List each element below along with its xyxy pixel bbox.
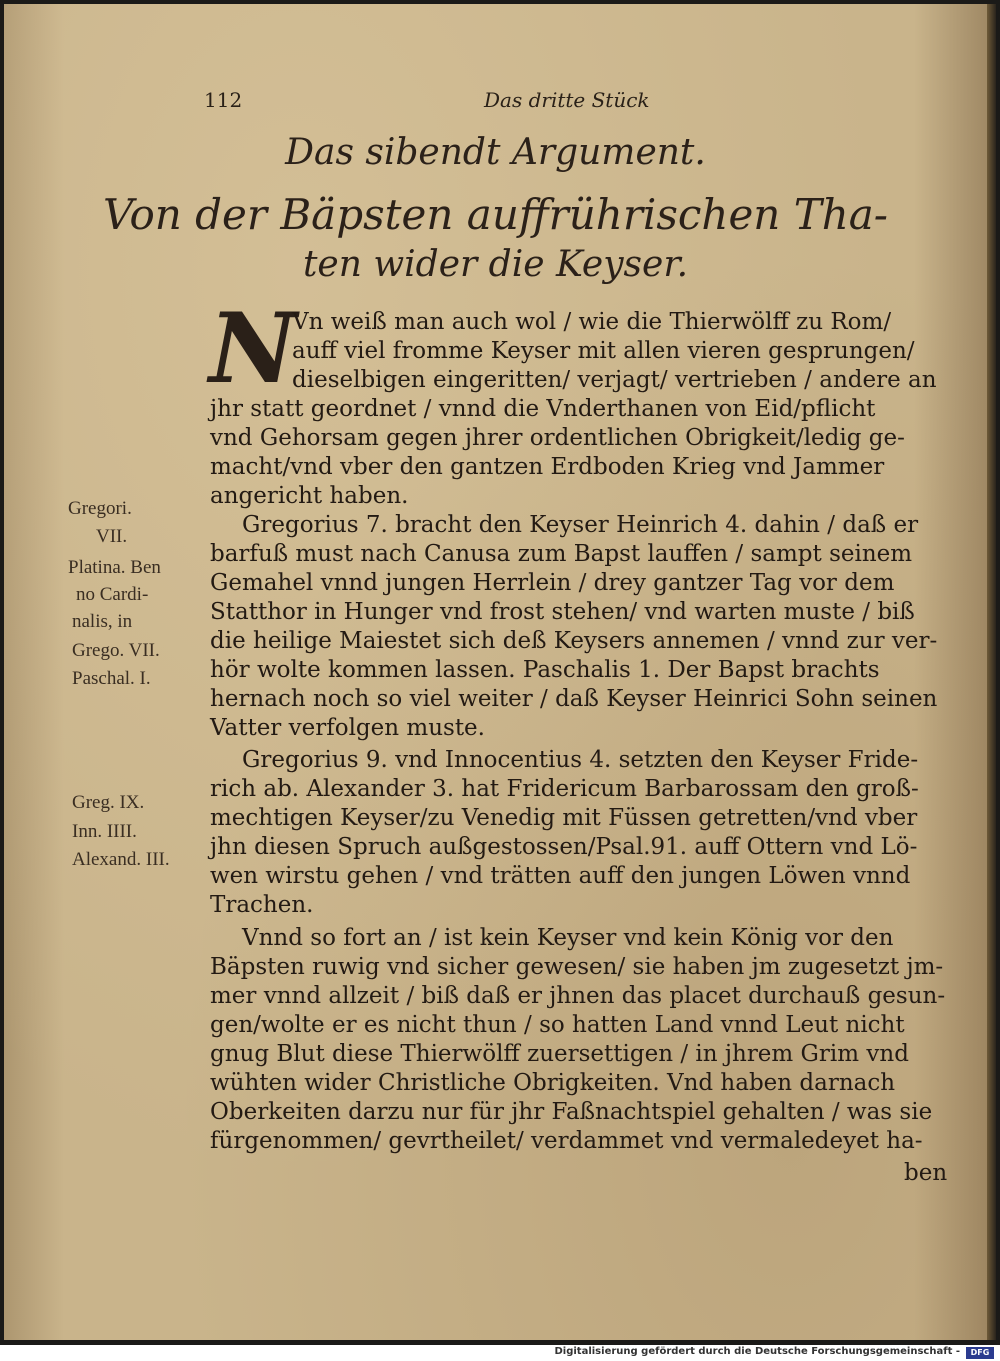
drop-capital: N — [209, 292, 297, 405]
body-line: hör wolte kommen lassen. Paschalis 1. Der Bapst brachts — [210, 657, 880, 683]
chapter-title: Das sibendt Argument. — [285, 132, 706, 173]
body-line: die heilige Maiestet sich deß Keysers annemen / vnnd zur ver- — [210, 628, 938, 654]
body-line: Trachen. — [210, 892, 314, 918]
marginal-note: Alexand. III. — [72, 849, 170, 870]
funding-notice: Digitalisierung gefördert durch die Deutsche Forschungsgemeinschaft - — [554, 1346, 960, 1357]
body-line: Gemahel vnnd jungen Herrlein / drey gantzer Tag vor dem — [210, 570, 895, 596]
body-line: macht/vnd vber den gantzen Erdboden Krieg vnd Jammer — [210, 454, 885, 480]
marginal-note: nalis, in — [72, 611, 133, 632]
marginal-note: Greg. IX. — [72, 792, 145, 813]
marginal-note: VII. — [96, 526, 128, 547]
body-line: Statthor in Hunger vnd frost stehen/ vnd warten muste / biß — [210, 599, 915, 625]
body-line: Vatter verfolgen muste. — [210, 715, 485, 741]
body-line: Gregorius 7. bracht den Keyser Heinrich 4. dahin / daß er — [242, 512, 919, 538]
body-line: angericht haben. — [210, 483, 409, 509]
body-line: mechtigen Keyser/zu Venedig mit Füssen getretten/vnd vber — [210, 805, 918, 831]
body-line: gnug Blut diese Thierwölff zuersettigen / in jhrem Grim vnd — [210, 1041, 909, 1067]
page-number: 112 — [204, 88, 243, 112]
body-line: vnd Gehorsam gegen jhrer ordentlichen Obrigkeit/ledig ge- — [210, 425, 905, 451]
chapter-subtitle-line-1: Von der Bäpsten auffrührischen Tha- — [102, 190, 889, 239]
body-line: Gregorius 9. vnd Innocentius 4. setzten den Keyser Fride- — [242, 747, 919, 773]
marginal-note: Platina. Ben — [68, 557, 161, 578]
book-page — [4, 4, 987, 1340]
chapter-subtitle-line-2: ten wider die Keyser. — [302, 244, 689, 285]
digitization-footer — [0, 1345, 1000, 1361]
body-line: gen/wolte er es nicht thun / so hatten Land vnnd Leut nicht — [210, 1012, 905, 1038]
running-title: Das dritte Stück — [484, 88, 650, 112]
page-edge — [987, 4, 996, 1340]
marginal-note: no Cardi- — [76, 584, 149, 605]
body-line: wen wirstu gehen / vnd trätten auff den jungen Löwen vnnd — [210, 863, 911, 889]
body-line: mer vnnd allzeit / biß daß er jhnen das placet durchauß gesun- — [210, 983, 946, 1009]
body-line: dieselbigen eingeritten/ verjagt/ vertrieben / andere an — [292, 367, 937, 393]
marginal-note: Paschal. I. — [72, 668, 151, 689]
body-line: Vnnd so fort an / ist kein Keyser vnd kein König vor den — [242, 925, 894, 951]
body-line: wühten wider Christliche Obrigkeiten. Vnd haben darnach — [210, 1070, 896, 1096]
body-line: rich ab. Alexander 3. hat Fridericum Barbarossam den groß- — [210, 776, 919, 802]
body-line: ben — [904, 1160, 948, 1186]
body-line: fürgenommen/ gevrtheilet/ verdammet vnd vermaledeyet ha- — [210, 1128, 923, 1154]
dfg-logo: DFG — [966, 1347, 994, 1359]
marginal-note: Grego. VII. — [72, 640, 160, 661]
body-line: Vn weiß man auch wol / wie die Thierwölff zu Rom/ — [292, 309, 892, 335]
body-line: barfuß must nach Canusa zum Bapst lauffen / sampt seinem — [210, 541, 913, 567]
body-line: hernach noch so viel weiter / daß Keyser Heinrici Sohn seinen — [210, 686, 938, 712]
marginal-note: Inn. IIII. — [72, 821, 137, 842]
body-line: Bäpsten ruwig vnd sicher gewesen/ sie haben jm zugesetzt jm- — [210, 954, 944, 980]
body-line: auff viel fromme Keyser mit allen vieren gesprungen/ — [292, 338, 915, 364]
body-line: Oberkeiten darzu nur für jhr Faßnachtspiel gehalten / was sie — [210, 1099, 933, 1125]
marginal-note: Gregori. — [68, 498, 132, 519]
body-line: jhn diesen Spruch außgestossen/Psal.91. auff Ottern vnd Lö- — [210, 834, 918, 860]
body-line: jhr statt geordnet / vnnd die Vnderthanen von Eid/pflicht — [210, 396, 876, 422]
